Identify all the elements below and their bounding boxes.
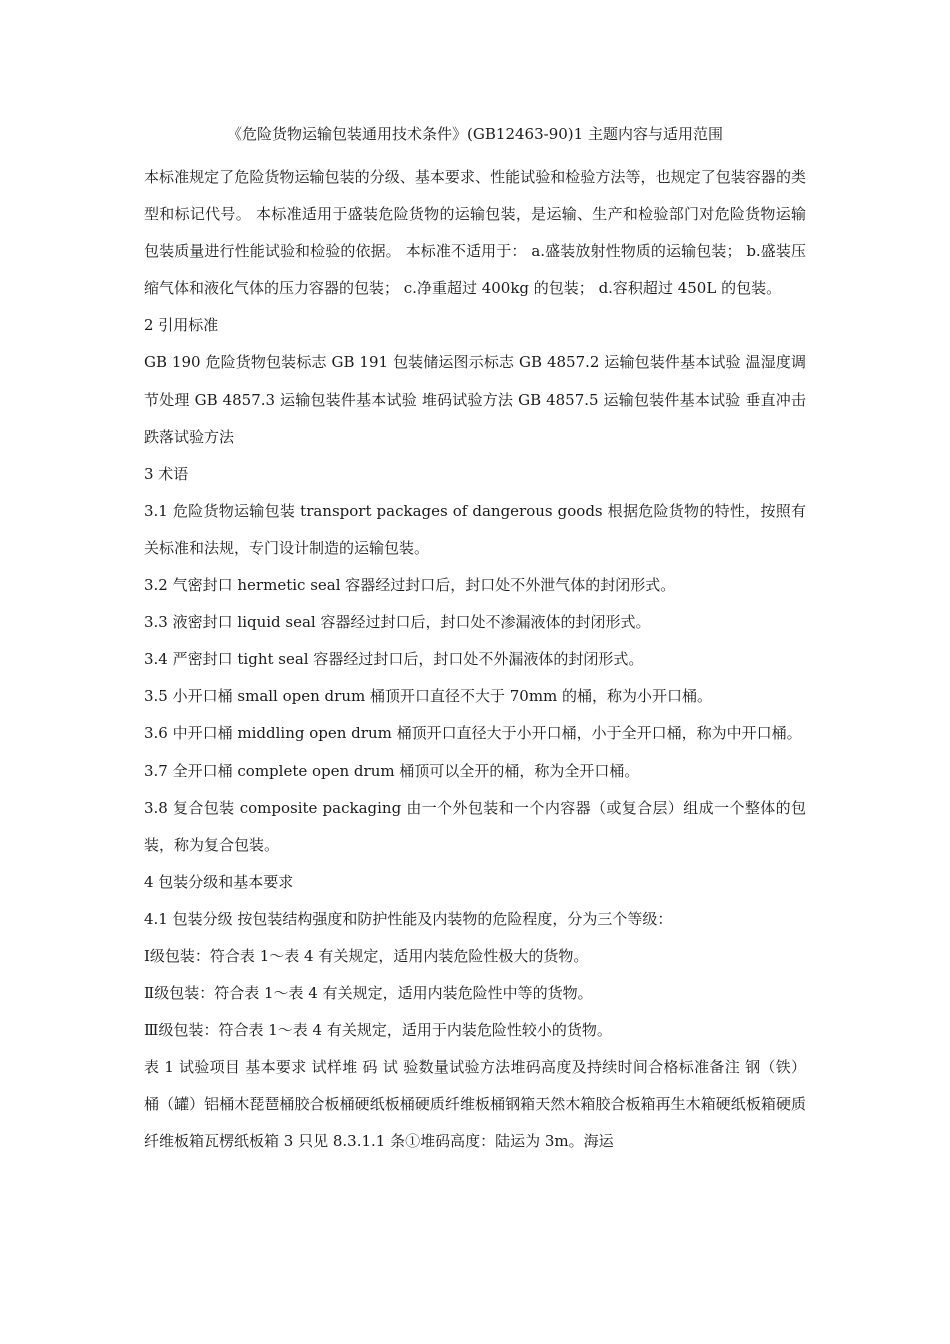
document-title: 《危险货物运输包装通用技术条件》(GB12463-90)1 主题内容与适用范围 (227, 125, 723, 143)
paragraph-scope: 本标准规定了危险货物运输包装的分级、基本要求、性能试验和检验方法等，也规定了包装容器的类型和标记代号。 本标准适用于盛装危险货物的运输包装，是运输、生产和检验部门对危险货物运输包装质量进行性能试验和检验的依据。 本标准不适用于： a.盛装放射性物质的运输包装； b.盛装压缩气体和液化气体的压力容器的包装； c.净重超过 400kg 的包装； d.容积超过 450L 的包装。 (144, 168, 806, 298)
term-3-2: 3.2 气密封口 hermetic seal 容器经过封口后，封口处不外泄气体的封闭形式。 (144, 576, 676, 595)
grade-2-item: Ⅱ级包装：符合表 1～表 4 有关规定，适用内装危险性中等的货物。 (144, 984, 593, 1003)
term-3-6: 3.6 中开口桶 middling open drum 桶顶开口直径大于小开口桶，小于全开口桶，称为中开口桶。 (144, 724, 802, 743)
grade-1-item: Ⅰ级包装：符合表 1～表 4 有关规定，适用内装危险性极大的货物。 (144, 946, 589, 965)
term-3-3: 3.3 液密封口 liquid seal 容器经过封口后，封口处不渗漏液体的封闭形式。 (144, 613, 651, 632)
term-3-1: 3.1 危险货物运输包装 transport packages of dangerous goods 根据危险货物的特性，按照有关标准和法规，专门设计制造的运输包装。 (144, 501, 806, 557)
paragraph-references: GB 190 危险货物包装标志 GB 191 包装储运图示标志 GB 4857.2 运输包装件基本试验 温湿度调节处理 GB 4857.3 运输包装件基本试验 堆码试验方法 GB 4857.5 运输包装件基本试验 垂直冲击跌落试验方法 (144, 353, 806, 446)
term-3-4: 3.4 严密封口 tight seal 容器经过封口后，封口处不外漏液体的封闭形式。 (144, 650, 644, 669)
term-3-5: 3.5 小开口桶 small open drum 桶顶开口直径不大于 70mm 的桶，称为小开口桶。 (144, 687, 713, 706)
section-heading-2: 2 引用标准 (144, 316, 219, 335)
table-1-text: 表 1 试验项目 基本要求 试样堆 码 试 验数量试验方法堆码高度及持续时间合格标准备注 钢（铁）桶（罐）铝桶木琵琶桶胶合板桶硬纸板桶硬质纤维板桶钢箱天然木箱胶合板箱再生木箱硬纸板箱硬质纤维板箱瓦楞纸板箱 3 只见 8.3.1.1 条①堆码高度：陆运为 3m。海运 (144, 1058, 806, 1151)
term-3-7: 3.7 全开口桶 complete open drum 桶顶可以全开的桶，称为全开口桶。 (144, 761, 640, 780)
section-heading-4: 4 包装分级和基本要求 (144, 872, 294, 891)
grade-3-item: Ⅲ级包装：符合表 1～表 4 有关规定，适用于内装危险性较小的货物。 (144, 1021, 612, 1040)
section-heading-3: 3 术语 (144, 464, 189, 483)
document-body (144, 159, 806, 1161)
term-3-8: 3.8 复合包装 composite packaging 由一个外包装和一个内容器（或复合层）组成一个整体的包装，称为复合包装。 (144, 798, 806, 854)
paragraph-4-1: 4.1 包装分级 按包装结构强度和防护性能及内装物的危险程度，分为三个等级： (144, 909, 673, 928)
